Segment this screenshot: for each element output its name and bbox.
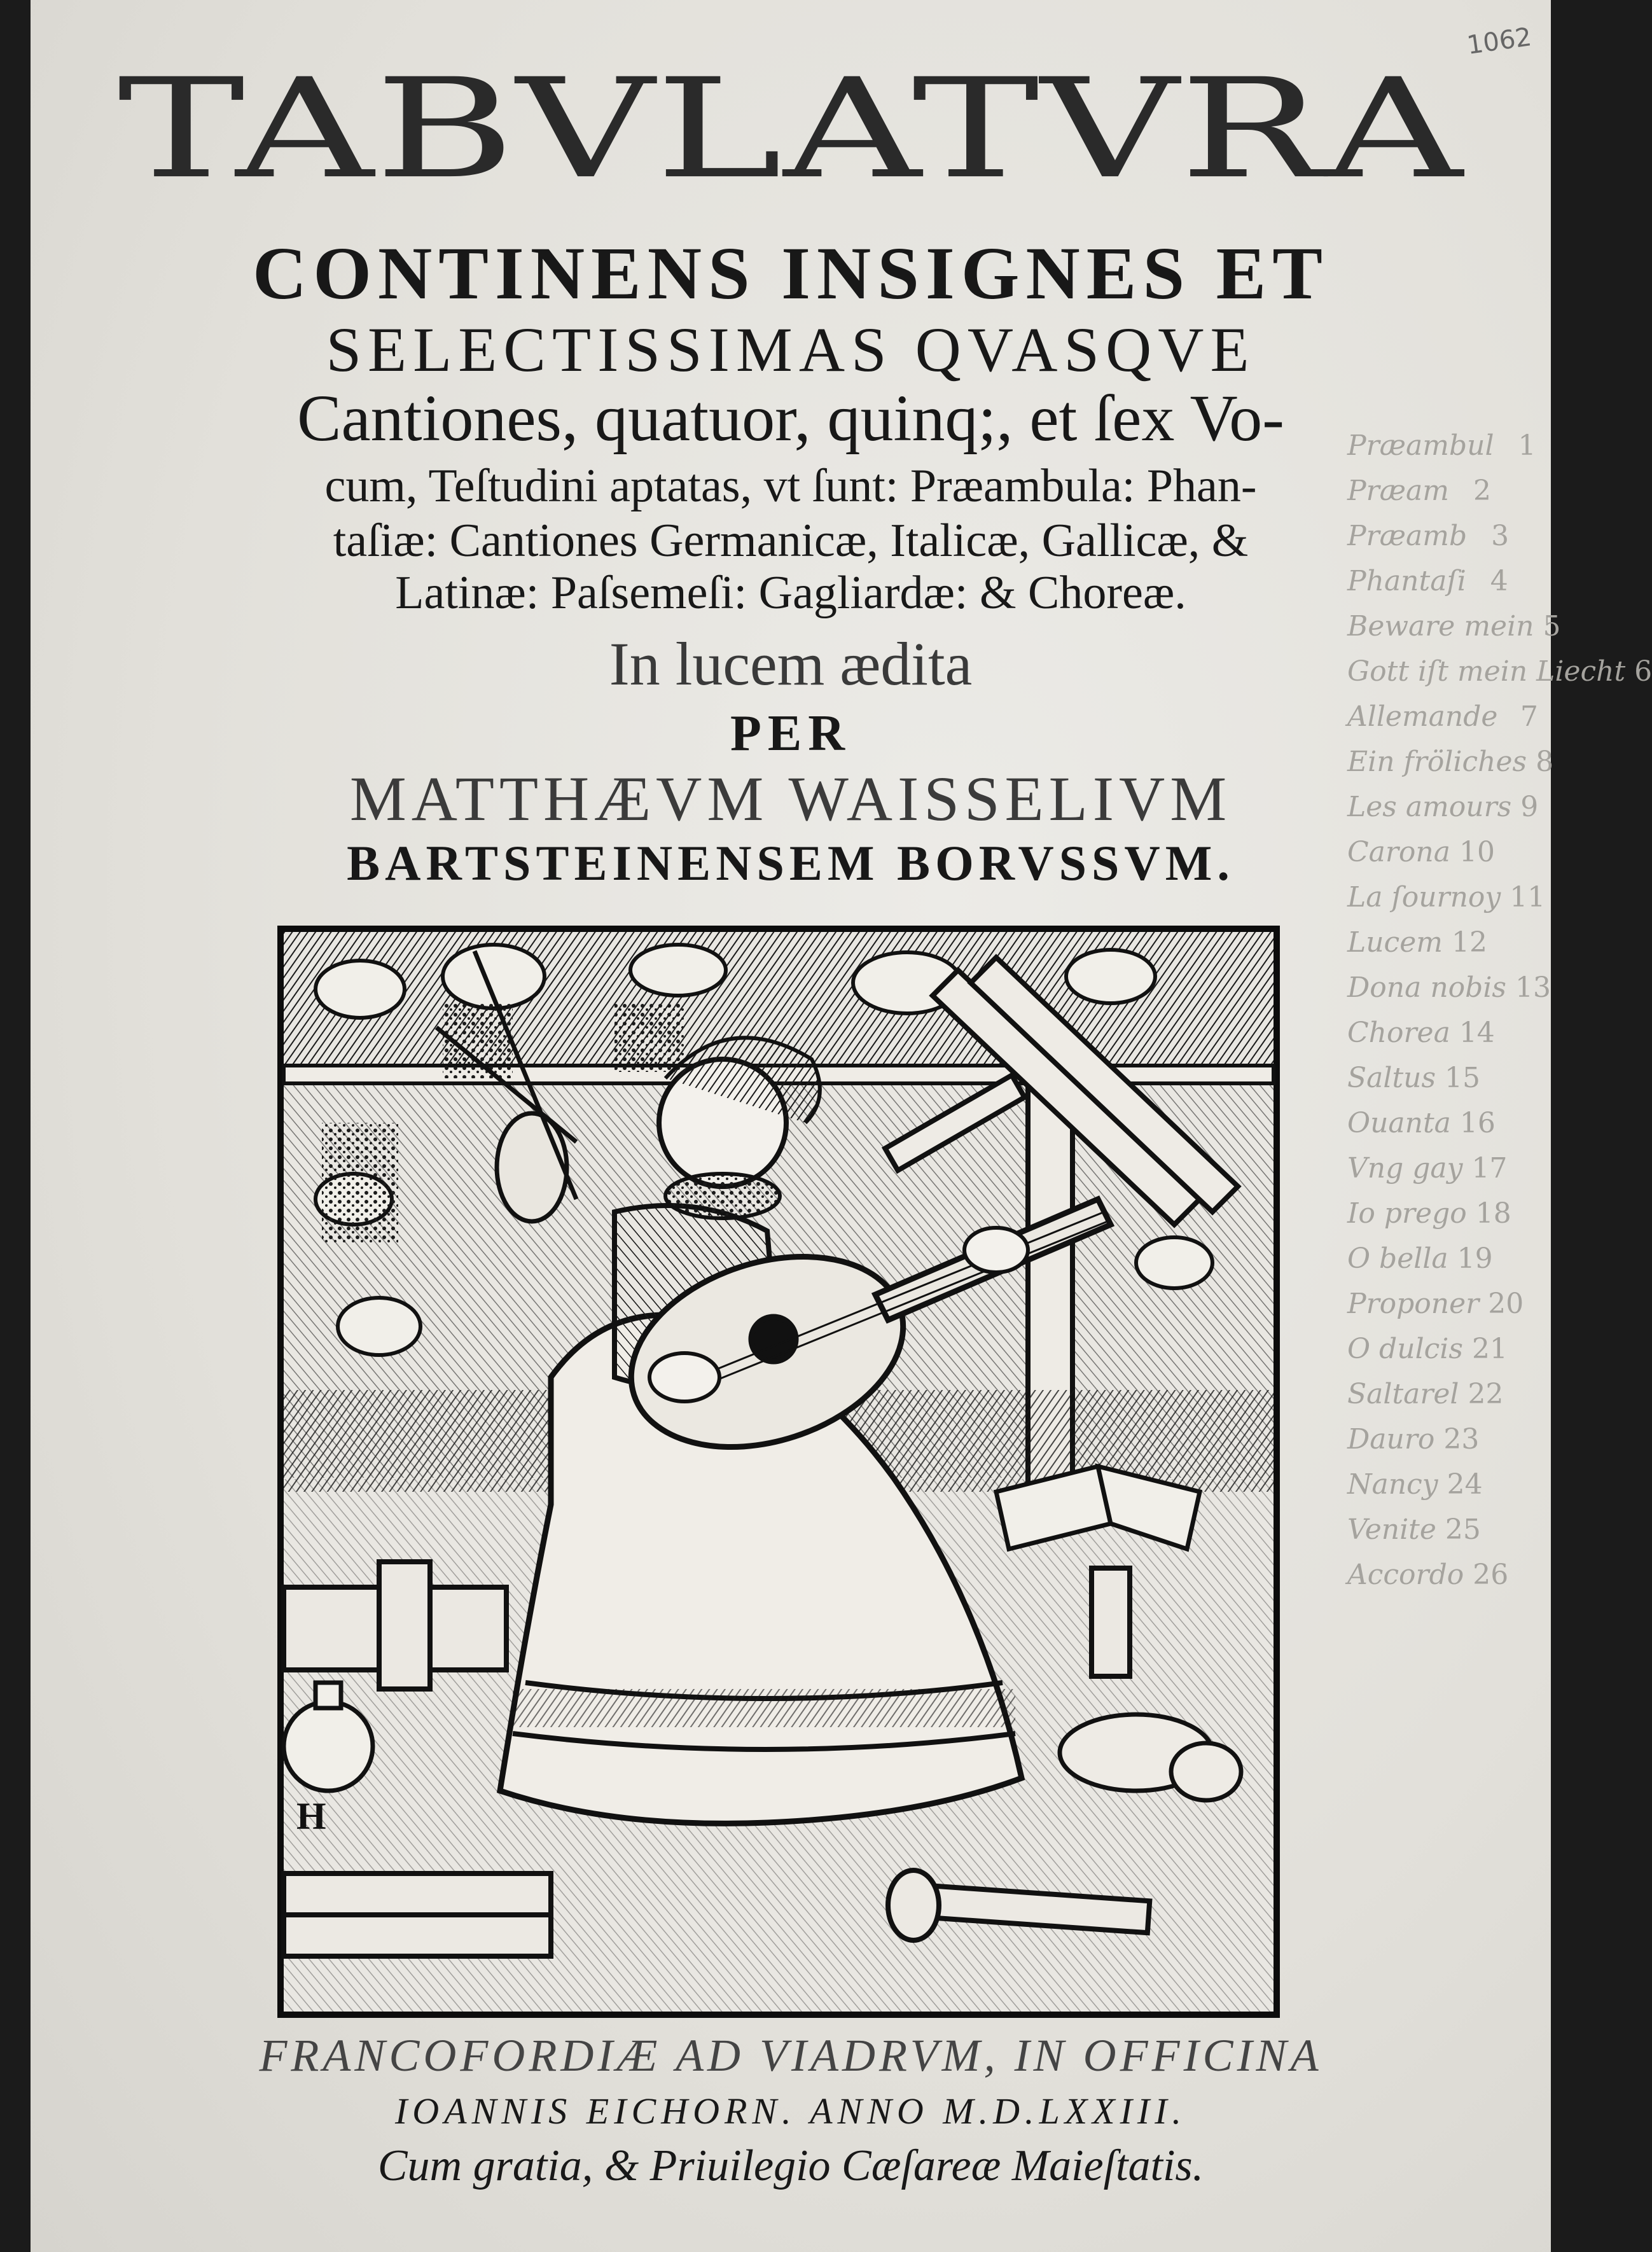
subtitle-line-3: Cantiones, quatuor, quinq;, et ſex Vo- — [297, 382, 1284, 455]
bleed-through-number: 24 — [1447, 1468, 1483, 1501]
bleed-through-number: 19 — [1457, 1242, 1493, 1275]
bleed-through-row — [1347, 1507, 1538, 1552]
bleed-through-row — [1347, 920, 1538, 965]
bleed-through-row — [1347, 1417, 1538, 1462]
bleed-through-number: 2 — [1473, 475, 1491, 507]
imprint-line-1: FRANCOFORDIÆ AD VIADRVM, IN OFFICINA — [259, 2030, 1322, 2081]
bleed-through-text: Saltus — [1347, 1062, 1436, 1094]
lute-player-woodcut — [277, 926, 1280, 2018]
bleed-through-number: 11 — [1510, 881, 1546, 914]
bleed-through-number: 13 — [1515, 971, 1551, 1004]
bleed-through-text: Ouanta — [1347, 1107, 1451, 1139]
bleed-through-row — [1347, 1372, 1538, 1417]
woodcut-illustration — [284, 932, 1274, 2012]
bleed-through-row — [1347, 1552, 1538, 1597]
title-page — [31, 0, 1652, 2252]
bleed-through-text: O dulcis — [1347, 1333, 1463, 1365]
bleed-through-text: Proponer — [1347, 1288, 1480, 1320]
subtitle-line-6: Latinæ: Paſsemeſi: Gagliardæ: & Choreæ. — [395, 567, 1186, 619]
bleed-through-number: 12 — [1451, 926, 1487, 959]
bleed-through-text: Allemande — [1347, 700, 1498, 733]
bleed-through-text: La ſournoy — [1347, 881, 1501, 914]
bleed-through-text: Dona nobis — [1347, 971, 1506, 1004]
bleed-through-text: Accordo — [1347, 1559, 1464, 1591]
bleed-through-row — [1347, 1462, 1538, 1507]
per-label: PER — [730, 705, 851, 761]
subtitle-line-5: taſiæ: Cantiones Germanicæ, Italicæ, Gallicæ, & — [333, 515, 1249, 567]
bleed-through-number: 18 — [1475, 1197, 1511, 1230]
bleed-through-text: O bella — [1347, 1242, 1448, 1275]
bleed-through-row — [1347, 1191, 1538, 1236]
bleed-through-number: 10 — [1459, 836, 1495, 868]
imprint-line-2: IOANNIS EICHORN. ANNO M.D.LXXIII. — [394, 2090, 1187, 2132]
in-lucem-edita: In lucem ædita — [609, 630, 973, 698]
subtitle-line-4: cum, Teſtudini aptatas, vt ſunt: Præambula: Phan- — [324, 460, 1257, 512]
bleed-through-number: 17 — [1471, 1152, 1508, 1185]
bleed-through-row — [1347, 1281, 1538, 1326]
bleed-through-row — [1347, 1236, 1538, 1281]
bleed-through-number: 8 — [1536, 746, 1554, 778]
subtitle-line-1: CONTINENS INSIGNES ET — [252, 232, 1329, 315]
bleed-through-text: Præam — [1347, 475, 1449, 507]
bleed-through-text: Io prego — [1347, 1197, 1467, 1230]
bleed-through-text: Nancy — [1347, 1468, 1438, 1501]
bleed-through-text: Saltarel — [1347, 1378, 1459, 1410]
archive-number: 1062 — [1465, 22, 1534, 60]
bleed-through-number: 6 — [1634, 655, 1652, 688]
bleed-through-text: Beware mein — [1347, 610, 1534, 643]
bleed-through-number: 1 — [1518, 429, 1536, 462]
bleed-through-text: Les amours — [1347, 791, 1512, 823]
bleed-through-text: Carona — [1347, 836, 1450, 868]
bleed-through-number: 5 — [1543, 610, 1561, 643]
bleed-through-row — [1347, 1101, 1538, 1146]
bleed-through-number: 21 — [1471, 1333, 1508, 1365]
bleed-through-text: Præamb — [1347, 520, 1468, 552]
bleed-through-text: Dauro — [1347, 1423, 1435, 1456]
bleed-through-text: Gott iſt mein Liecht — [1347, 655, 1626, 688]
author-origin: BARTSTEINENSEM BORVSSVM. — [347, 835, 1235, 891]
bleed-through-text: Lucem — [1347, 926, 1443, 959]
bleed-through-number: 7 — [1520, 700, 1538, 733]
bleed-through-number: 14 — [1459, 1017, 1495, 1049]
woodcut-monogram: H — [296, 1795, 326, 1837]
bleed-through-text: Phantaſi — [1347, 565, 1466, 597]
bleed-through-text: Vng gay — [1347, 1152, 1463, 1185]
main-title: TABVLATVRA — [117, 49, 1464, 209]
bleed-through-number: 15 — [1445, 1062, 1481, 1094]
subtitle-line-2: SELECTISSIMAS QVASQVE — [326, 314, 1256, 385]
bleed-through-number: 4 — [1490, 565, 1508, 597]
bleed-through-text: Venite — [1347, 1513, 1436, 1546]
bleed-through-row — [1347, 1326, 1538, 1372]
bleed-through-number: 26 — [1473, 1559, 1509, 1591]
bleed-through-text: Ein fröliches — [1347, 746, 1527, 778]
bleed-through-number: 16 — [1459, 1107, 1496, 1139]
bleed-through-row — [1347, 1146, 1538, 1191]
bleed-through-number: 9 — [1520, 791, 1539, 823]
bleed-through-number: 25 — [1445, 1513, 1481, 1546]
bleed-through-text: Chorea — [1347, 1017, 1450, 1049]
bleed-through-number: 20 — [1488, 1288, 1524, 1320]
bleed-through-row — [1347, 1055, 1538, 1101]
bleed-through-number: 22 — [1468, 1378, 1504, 1410]
bleed-through-number: 3 — [1491, 520, 1510, 552]
bleed-through-row — [1347, 965, 1551, 1010]
imprint-line-3: Cum gratia, & Priuilegio Cæſareæ Maieſtatis. — [377, 2141, 1204, 2190]
bleed-through-number: 23 — [1443, 1423, 1480, 1456]
bleed-through-text: Præambul — [1347, 429, 1494, 462]
bleed-through-row — [1347, 1010, 1538, 1055]
author-name: MATTHÆVM WAISSELIVM — [349, 763, 1232, 834]
